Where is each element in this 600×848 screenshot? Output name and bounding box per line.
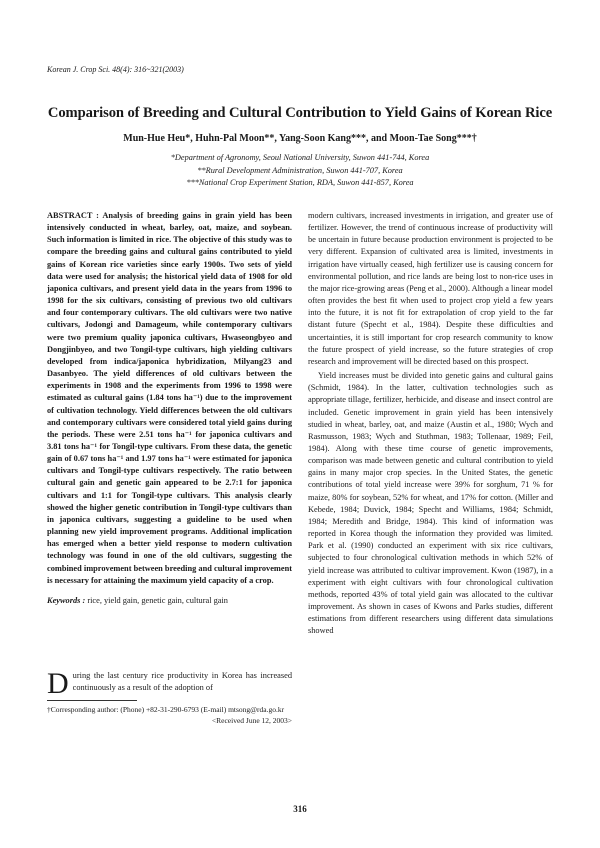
keywords xyxy=(47,595,292,607)
corresponding-author: †Corresponding author: (Phone) +82-31-290-6793 (E-mail) mtsong@rda.go.kr xyxy=(47,705,285,714)
affiliations xyxy=(60,152,540,190)
journal-citation: Korean J. Crop Sci. 48(4): 316~321(2003) xyxy=(47,65,184,74)
abstract xyxy=(47,210,292,587)
drop-cap: D xyxy=(47,667,69,700)
right-column xyxy=(308,210,553,637)
keywords-label: Keywords : xyxy=(47,595,86,605)
affiliation-2: **Rural Development Administration, Suwon 441-707, Korea xyxy=(197,165,403,175)
left-column xyxy=(47,210,292,607)
author-list: Mun-Hue Heu*, Huhn-Pal Moon**, Yang-Soon Kang***, and Moon-Tae Song***† xyxy=(123,133,477,144)
page-number: 316 xyxy=(293,804,307,814)
footnote xyxy=(47,705,292,726)
affiliation-1: *Department of Agronomy, Seoul National University, Suwon 441-744, Korea xyxy=(170,153,430,162)
intro-text: uring the last century rice productivity in Korea has increased continuously as a result of the adoption of xyxy=(72,671,292,693)
body-paragraph-2: Yield increases must be divided into genetic gains and cultural gains (Schmidt, 1984). In the latter, cultivation technologies such as appropriate tillage, fertilizer, herbicide, and disease and insect control are included. Genetic improvement in grain yield has been intensively studied in wheat, barley, oat, and maize (Austin et al., 1980; Wych and Rasmusson, 1983; Wych and Stuthman, 1983; Tollenaar, 1989; Feil, 1984). Along with these time course of genetic improvements, comparison was made between genetic and cultural contribution to yield gains in many major crop species. In the United States, the genetic contributions of total yield increase were 39% for sorghum, 71 % for maize, 80% for soybean, 52% for wheat, and 17% for cotton. (Miller and Kebede, 1984; Duvick, 1984; Specht and Williams, 1984; Schmidt, 1984; Meredith and Bridge, 1984). This kind of information was reported in Korea though the information they provided was limited. Park et al. (1990) conducted an experiment with six rice cultivars, subjected to four chronological cultivation methods in which 52% of yield increase was attributed to cultivar improvement. Kwon (1987), in a experiment with eight cultivars with four chronological cultivation methods, reported 43% of total yield gain was allocated to the cultivar improvement. As shown in cases of Kwons and Parks studies, different estimations from different researchers using different data simulations showed xyxy=(308,371,553,636)
footnote-divider xyxy=(47,700,137,701)
body-paragraph-1: modern cultivars, increased investments in irrigation, and greater use of fertilizer. However, the trend of continuous increase of productivity will be uncertain in future because production environment is projected to be very different. Expansion of cultivated area is limited, investments in irrigation have virtually ceased, high fertilizer use is causing concern for environmental pollution, and rice lands are being lost to non-rice uses in the major rice-growing areas (Peng et al., 2000). Although a linear model often provides the best fit when used to project crop yield a few years into the future, it is not fit for extrapolation of crop yield to the far distant future (Specht et al., 1984). Despite these difficulties and uncertainties, it is still important for crop research community to know the future prospect of yield increase, so the future strategies of crop research and improvement will be directed based on this prospect. xyxy=(308,211,553,366)
article-title: Comparison of Breeding and Cultural Contribution to Yield Gains of Korean Rice xyxy=(47,105,553,121)
keywords-text: rice, yield gain, genetic gain, cultural gain xyxy=(85,595,228,605)
received-date: <Received June 12, 2003> xyxy=(211,715,292,725)
affiliation-3: ***National Crop Experiment Station, RDA, Suwon 441-857, Korea xyxy=(186,178,414,188)
abstract-label: ABSTRACT : xyxy=(47,211,99,220)
abstract-text: Analysis of breeding gains in grain yield has been intensively conducted in wheat, barley, oat, maize, and soybean. Such information is limited in rice. The objective of this study was to compare the breeding gains and cultural gains contributed to yield gains of Korean rice varieties since early 1900s. Two sets of yield data were used for analysis; the historical yield data of 1908 for old japonica cultivars, and present yield data in the years from 1996 to 1998 for the six cultivars, consisting of previous two old cultivars and four contemporary cultivars. The old cultivars were two native cultivars, Jodongi and Damageum, while contemporary cultivars were two premium quality japonica cultivars, Hwaseongbyeo and Dongjinbyeo, and two Tongil-type cultivars, high yielding cultivars developed from indica/japonica hybridization, Milyang23 and Dasanbyeo. The yield differences of old cultivars between the experiments in 1908 and the experiments from 1996 to 1998 were estimated as cultural gains (1.84 tons ha⁻¹) due to the improvement of cultivation technology. Yield differences between the old cultivars and contemporary cultivars were considered total yield gains during the periods. These were 2.51 tons ha⁻¹ for japonica cultivars and 3.81 tons ha⁻¹ for Tongil-type cultivars. From these data, the genetic gain of 0.67 tons ha⁻¹ and 1.97 tons ha⁻¹ were estimated for japonica cultivars and Tongil-type cultivars respectively. The ratio between cultural gain and genetic gain appeared to be 2.7:1 for japonica cultivars and 1:1 for Tongil-type cultivars. This analysis clearly showed the higher genetic contribution in Tongil-type cultivars than in japonica cultivars, suggesting a guideline to be used when planning new yield improvement programs. Additional implication has emerged when a better yield response to modern cultivation technology was found in one of the old cultivars, suggesting the combined improvement between breeding and cultural improvement is necessary for attaining the maximum yield capacity of a crop. xyxy=(47,211,292,585)
introduction-start xyxy=(47,667,292,700)
